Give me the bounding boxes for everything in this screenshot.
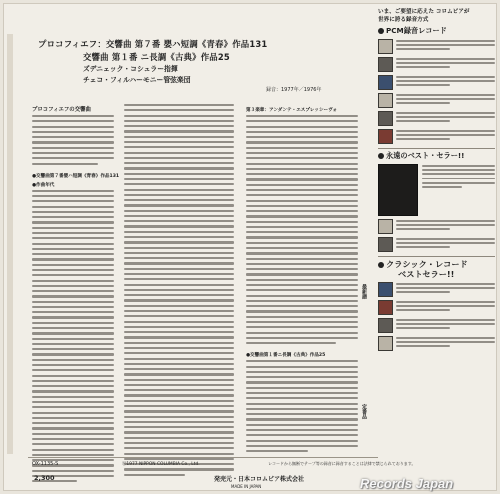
work-title-2: 交響曲 第１番 ニ長調《古典》作品25 [83, 52, 230, 62]
watermark: Records Japan [360, 476, 454, 491]
copyright: Ⓟ1977 NIPPON COLUMBIA Co., Ltd. [122, 462, 200, 467]
orchestra-credit: チェコ・フィルハーモニー管弦楽団 [83, 76, 191, 84]
bullet-icon [378, 28, 384, 34]
classic-section-title-1: クラシック・レコード [378, 259, 495, 269]
title-block [38, 38, 338, 86]
catalog-entry [378, 282, 495, 297]
catalog-entry [378, 336, 495, 351]
made-in-japan: MADE IN JAPAN [231, 484, 262, 489]
text-column-2 [124, 104, 234, 479]
bullet-icon [378, 153, 384, 159]
catalog-entry [378, 93, 495, 108]
catalog-entry [378, 75, 495, 90]
catalog-tagline-1: いま、ご要望に応えた コロムビアが [378, 9, 470, 15]
price: 2,300 [34, 474, 55, 482]
side-label-standard: 定番品 [361, 404, 367, 419]
text-column-3 [246, 104, 358, 455]
catalog-number: OX-1135-S [32, 461, 59, 467]
catalog-panel [378, 8, 495, 460]
catalog-entry [378, 237, 495, 252]
footer-rule [28, 457, 378, 458]
text-column-1 [32, 104, 120, 485]
recording-notice: レコードから無断でテープ等の録音に録音することは法律で禁じられております。 [268, 461, 416, 466]
side-label-new: 最新譜 [361, 284, 367, 299]
album-cover-photo [378, 164, 418, 216]
catalog-tagline-2: 世界に誇る録音方式 [378, 17, 429, 23]
column-1-subheading-1: ●交響曲第７番嬰ハ短調《青春》作品131 [32, 173, 120, 179]
spine-shade [7, 34, 13, 454]
conductor-credit: ズデニェック・コシュラー指揮 [83, 65, 178, 73]
catalog-entry [378, 219, 495, 234]
column-3-subheading: ●交響曲第１番ニ長調《古典》作品25 [246, 353, 326, 359]
catalog-entry [378, 129, 495, 144]
catalog-entry [378, 111, 495, 126]
catalog-entry [378, 300, 495, 315]
eternal-section-title: 永遠のベスト・セラー!! [378, 151, 495, 161]
publisher: 発売元・日本コロムビア株式会社 [214, 476, 305, 483]
liner-notes-sheet [3, 3, 497, 491]
catalog-entry [378, 57, 495, 72]
pcm-section-title: PCM録音レコード [378, 26, 495, 36]
catalog-entry [378, 318, 495, 333]
bullet-icon [378, 262, 384, 268]
column-1-subheading-1b: ●作曲年代 [32, 182, 55, 188]
work-title-1: プロコフィエフ：交響曲 第７番 嬰ハ短調《青春》作品131 [38, 39, 268, 49]
column-1-heading: プロコフィエフの交響曲 [32, 107, 91, 113]
classic-section-title-2: ベストセラー!! [398, 269, 455, 279]
column-3-movement-heading: 第３楽章：アンダンテ・エスプレッシーヴォ [246, 108, 338, 113]
recording-date: 録音：1977年／1976年 [266, 87, 322, 93]
catalog-entry [378, 39, 495, 54]
